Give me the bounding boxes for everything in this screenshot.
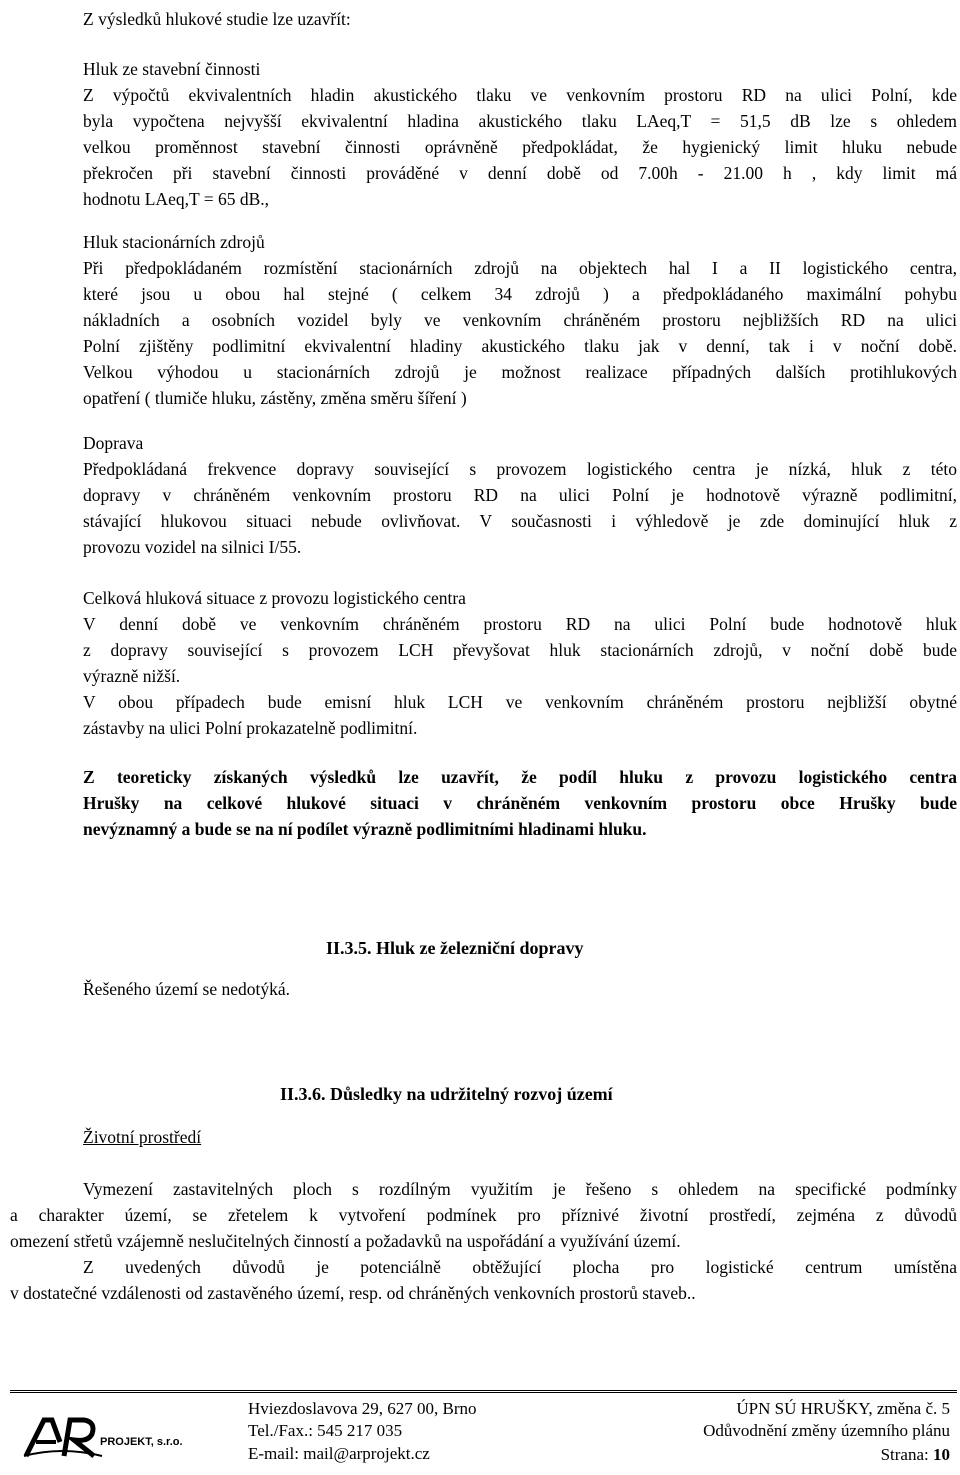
paragraph-line: opatření ( tlumiče hluku, zástěny, změna směru šíření ) bbox=[83, 388, 467, 408]
paragraph-line: hodnotu LAeq,T = 65 dB., bbox=[83, 189, 269, 209]
paragraph-line: zástavby na ulici Polní prokazatelně podlimitní. bbox=[83, 718, 418, 738]
paragraph-line: Z teoreticky získaných výsledků lze uzavřít, že podíl hluku z provozu logistického centra bbox=[83, 767, 957, 787]
footer-phone: Tel./Fax.: 545 217 035 bbox=[248, 1421, 403, 1440]
footer-doc-subtitle: Odůvodnění změny územního plánu bbox=[703, 1421, 950, 1440]
paragraph-line: překročen při stavební činnosti prováděné v denní době od 7.00h - 21.00 h , kdy limit má bbox=[83, 163, 957, 183]
footer-doc-title: ÚPN SÚ HRUŠKY, změna č. 5 bbox=[736, 1399, 950, 1418]
paragraph-line: nevýznamný a bude se na ní podílet výrazně podlimitními hladinami hluku. bbox=[83, 819, 647, 839]
paragraph-line: Při předpokládaném rozmístění stacionárních zdrojů na objektech hal I a II logistického centra, bbox=[83, 258, 957, 278]
conclusion-section bbox=[83, 764, 957, 842]
stationary-section bbox=[83, 229, 957, 411]
paragraph-line: velkou proměnnost stavební činnosti oprávněně předpokládat, že hygienický limit hluku nebude bbox=[83, 137, 957, 157]
section-335-text: Řešeného území se nedotýká. bbox=[83, 979, 291, 999]
subheading-zivotni-prostredi: Životní prostředí bbox=[83, 1127, 202, 1147]
intro-text: Z výsledků hlukové studie lze uzavřít: bbox=[83, 9, 351, 29]
paragraph-line: Z uvedených důvodů je potenciálně obtěžující plocha pro logistické centrum umístěna bbox=[83, 1257, 957, 1277]
paragraph-line: Polní zjištěny podlimitní ekvivalentní hladiny akustického tlaku jak v denní, tak i v noční době. bbox=[83, 336, 957, 356]
footer-divider bbox=[10, 1390, 957, 1393]
paragraph-line: V obou případech bude emisní hluk LCH ve venkovním chráněném prostoru nejbližší obytné bbox=[83, 692, 957, 712]
paragraph-line: Předpokládaná frekvence dopravy související s provozem logistického centra je nízká, hluk z této bbox=[83, 459, 957, 479]
paragraph-line: V denní době ve venkovním chráněném prostoru RD na ulici Polní bude hodnotově hluk bbox=[83, 614, 957, 634]
section-heading-336: II.3.6. Důsledky na udržitelný rozvoj území bbox=[280, 1084, 613, 1104]
paragraph-line: z dopravy související s provozem LCH převyšovat hluk stacionárních zdrojů, v noční době bude bbox=[83, 640, 957, 660]
paragraph-line: které jsou u obou hal stejné ( celkem 34 zdrojů ) a předpokládaného maximální pohybu bbox=[83, 284, 957, 304]
paragraph-line: Hrušky na celkové hlukové situaci v chráněném venkovním prostoru obce Hrušky bude bbox=[83, 793, 957, 813]
page-label: Strana: bbox=[880, 1445, 933, 1464]
footer-page bbox=[881, 1444, 950, 1465]
paragraph-line: výrazně nižší. bbox=[83, 666, 181, 686]
paragraph-line: a charakter území, se zřetelem k vytvoření podmínek pro příznivé životní prostředí, zejména z důvodů bbox=[10, 1205, 957, 1225]
section-336-paragraph bbox=[10, 1176, 957, 1306]
construction-heading: Hluk ze stavební činnosti bbox=[83, 59, 261, 79]
paragraph-line: byla vypočtena nejvyšší ekvivalentní hladina akustického tlaku LAeq,T = 51,5 dB lze s ohledem bbox=[83, 111, 957, 131]
section-heading-335: II.3.5. Hluk ze železniční dopravy bbox=[326, 938, 584, 958]
traffic-section bbox=[83, 430, 957, 560]
paragraph-line: provozu vozidel na silnici I/55. bbox=[83, 537, 302, 557]
footer-email: E-mail: mail@arprojekt.cz bbox=[248, 1444, 430, 1463]
paragraph-line: Z výpočtů ekvivalentních hladin akustického tlaku ve venkovním prostoru RD na ulici Polní, kde bbox=[83, 85, 957, 105]
paragraph-line: omezení střetů vzájemně neslučitelných činností a požadavků na uspořádání a využívání území. bbox=[10, 1231, 681, 1251]
paragraph-line: dopravy v chráněném venkovním prostoru RD na ulici Polní je hodnotově výrazně podlimitní, bbox=[83, 485, 957, 505]
page-number: 10 bbox=[933, 1445, 950, 1464]
stationary-heading: Hluk stacionárních zdrojů bbox=[83, 232, 265, 252]
paragraph-line: Velkou výhodou u stacionárních zdrojů je možnost realizace případných dalších protihlukových bbox=[83, 362, 957, 382]
traffic-heading: Doprava bbox=[83, 433, 144, 453]
paragraph-line: stávající hlukovou situaci nebude ovlivňovat. V současnosti i výhledově je zde dominující hluk z bbox=[83, 511, 957, 531]
overall-section bbox=[83, 585, 957, 741]
paragraph-line: Vymezení zastavitelných ploch s rozdílným využitím je řešeno s ohledem na specifické podmínky bbox=[83, 1179, 957, 1199]
logo-text: PROJEKT, s.r.o. bbox=[100, 1436, 183, 1448]
paragraph-line: v dostatečné vzdálenosti od zastavěného území, resp. od chráněných venkovních prostorů staveb.. bbox=[10, 1283, 696, 1303]
paragraph-line: nákladních a osobních vozidel byly ve venkovním chráněném prostoru nejbližších RD na ulici bbox=[83, 310, 957, 330]
company-logo bbox=[22, 1412, 232, 1462]
footer-address: Hviezdoslavova 29, 627 00, Brno bbox=[248, 1399, 477, 1418]
overall-heading: Celková hluková situace z provozu logistického centra bbox=[83, 588, 466, 608]
construction-section bbox=[83, 56, 957, 212]
